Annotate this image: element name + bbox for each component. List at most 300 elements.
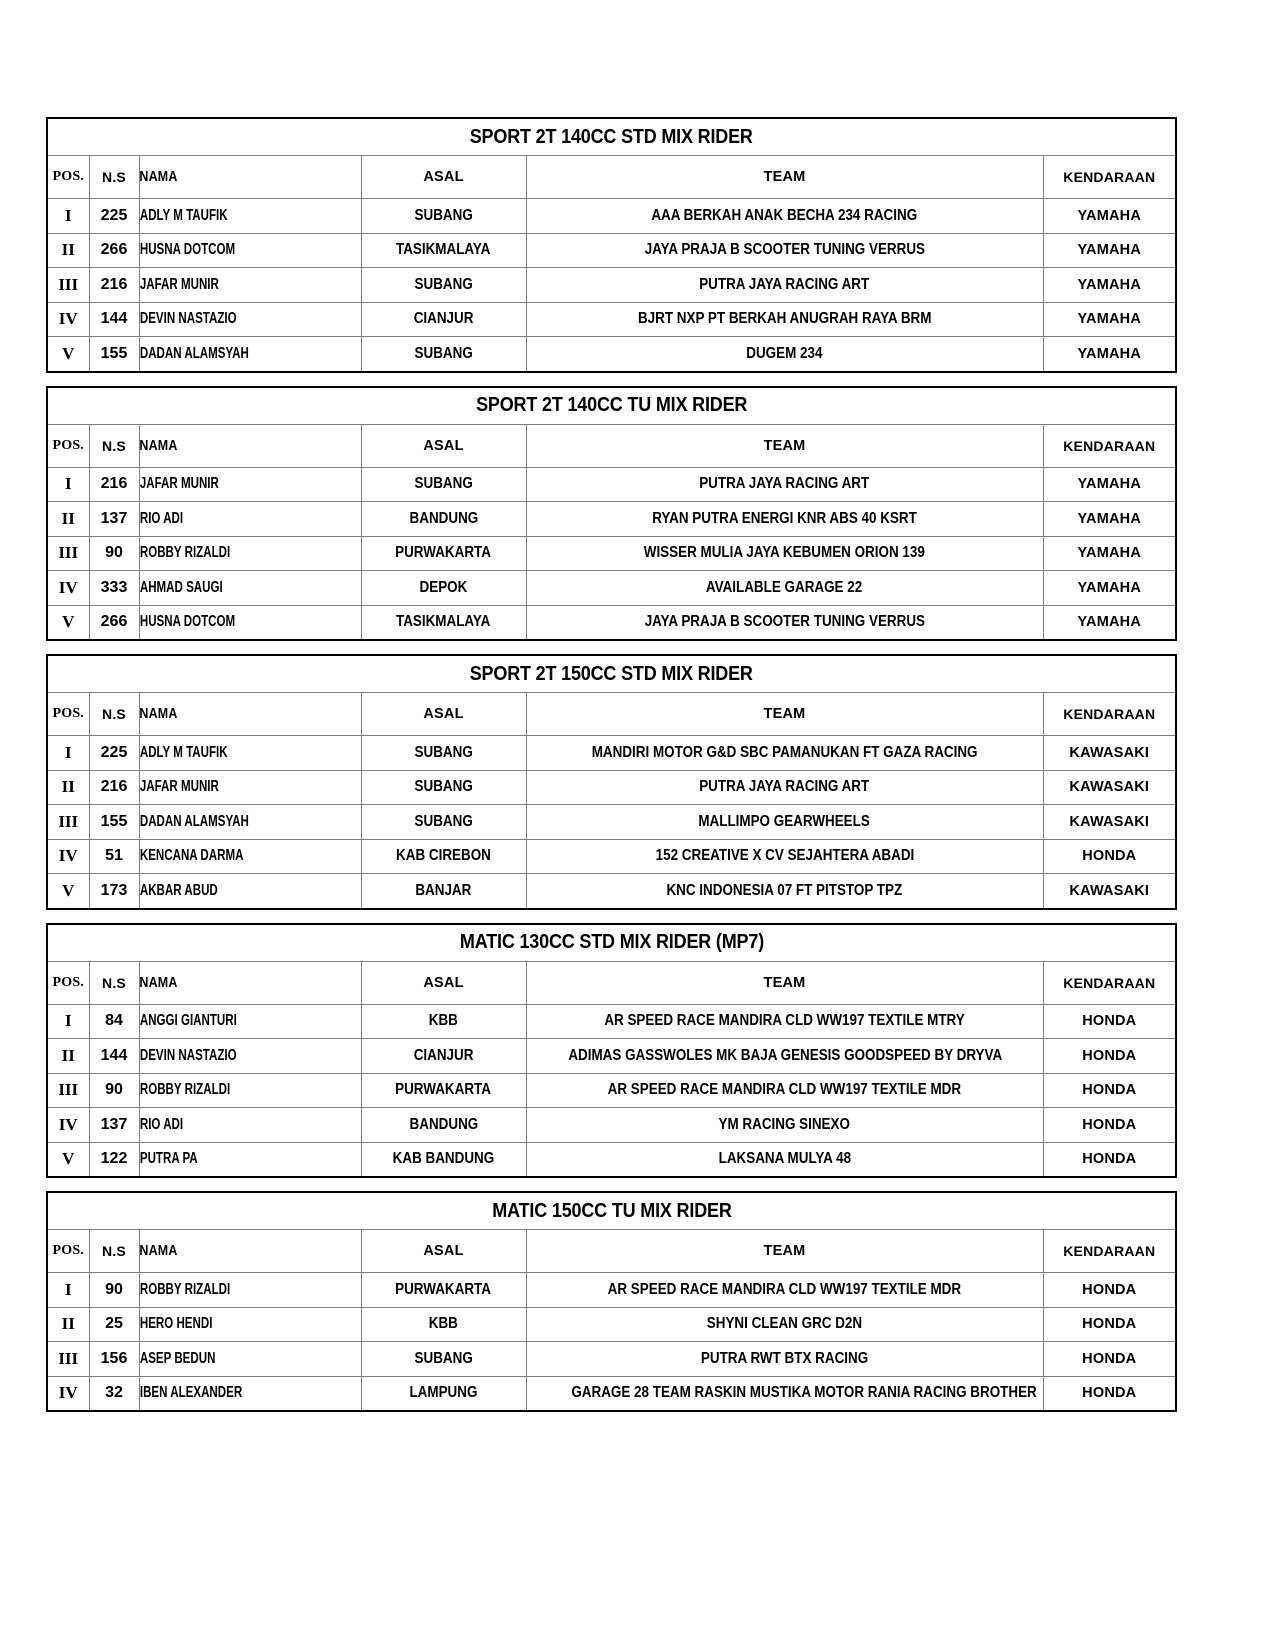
cell-ns: 90 bbox=[89, 1273, 139, 1308]
cell-asal-text: SUBANG bbox=[414, 344, 473, 362]
table-row bbox=[47, 1108, 1176, 1143]
cell-nama bbox=[139, 736, 330, 771]
cell-ns: 144 bbox=[89, 1039, 139, 1074]
cell-asal bbox=[361, 1073, 526, 1108]
cell-kendaraan: HONDA bbox=[1043, 1307, 1176, 1342]
table-row bbox=[47, 502, 1176, 537]
column-header-team: TEAM bbox=[526, 1230, 1043, 1273]
column-header-ns: N.S bbox=[89, 424, 139, 467]
cell-asal bbox=[361, 736, 526, 771]
cell-asal-text: KAB BANDUNG bbox=[392, 1150, 495, 1168]
cell-team-text: MANDIRI MOTOR G&D SBC PAMANUKAN FT GAZA RACING bbox=[591, 743, 978, 761]
cell-asal bbox=[361, 1307, 526, 1342]
column-header-kendaraan: KENDARAAN bbox=[1043, 156, 1176, 199]
section-title-text: SPORT 2T 140CC TU MIX RIDER bbox=[475, 394, 748, 416]
table-row bbox=[47, 233, 1176, 268]
cell-nama bbox=[139, 1376, 330, 1411]
result-section bbox=[46, 386, 1175, 642]
cell-team-text: PUTRA RWT BTX RACING bbox=[700, 1349, 869, 1367]
column-header-row bbox=[47, 961, 1176, 1004]
cell-team bbox=[526, 337, 1043, 372]
cell-kendaraan: YAMAHA bbox=[1043, 605, 1176, 640]
section-title-text: MATIC 150CC TU MIX RIDER bbox=[491, 1199, 732, 1222]
cell-nama bbox=[139, 1108, 330, 1143]
cell-pos: III bbox=[47, 805, 89, 840]
cell-kendaraan: HONDA bbox=[1043, 1376, 1176, 1411]
cell-team-text: PUTRA JAYA RACING ART bbox=[699, 475, 870, 493]
cell-team bbox=[526, 1142, 1043, 1177]
cell-nama bbox=[139, 1039, 330, 1074]
cell-ns: 216 bbox=[89, 268, 139, 303]
cell-asal-text: SUBANG bbox=[414, 206, 473, 224]
section-title-row bbox=[47, 1192, 1176, 1230]
cell-pos: II bbox=[47, 233, 89, 268]
results-table bbox=[46, 1191, 1177, 1412]
table-row bbox=[47, 1039, 1176, 1074]
cell-team-text: WISSER MULIA JAYA KEBUMEN ORION 139 bbox=[643, 544, 926, 562]
cell-team-text: AR SPEED RACE MANDIRA CLD WW197 TEXTILE MTRY bbox=[604, 1012, 965, 1030]
cell-kendaraan: HONDA bbox=[1043, 1142, 1176, 1177]
cell-team-text: SHYNI CLEAN GRC D2N bbox=[706, 1315, 863, 1333]
column-header-asal: ASAL bbox=[361, 1230, 526, 1273]
cell-ns: 225 bbox=[89, 736, 139, 771]
cell-kendaraan: HONDA bbox=[1043, 1039, 1176, 1074]
cell-asal-text: KAB CIREBON bbox=[396, 847, 491, 865]
cell-asal bbox=[361, 467, 526, 502]
table-row bbox=[47, 268, 1176, 303]
cell-nama bbox=[139, 302, 330, 337]
cell-team bbox=[526, 467, 1043, 502]
cell-team bbox=[526, 1376, 1043, 1411]
cell-pos: II bbox=[47, 770, 89, 805]
cell-team-text: MALLIMPO GEARWHEELS bbox=[698, 812, 871, 830]
cell-asal bbox=[361, 1039, 526, 1074]
cell-nama-text: DEVIN NASTAZIO bbox=[139, 1046, 237, 1064]
cell-asal bbox=[361, 770, 526, 805]
cell-asal bbox=[361, 1004, 526, 1039]
cell-pos: III bbox=[47, 1342, 89, 1377]
cell-nama-text: ADLY M TAUFIK bbox=[139, 743, 228, 761]
cell-ns: 51 bbox=[89, 839, 139, 874]
cell-ns: 225 bbox=[89, 199, 139, 234]
cell-team-text: ADIMAS GASSWOLES MK BAJA GENESIS GOODSPEED BY DRYVA bbox=[567, 1046, 1002, 1064]
table-row bbox=[47, 839, 1176, 874]
cell-ns: 216 bbox=[89, 467, 139, 502]
cell-asal bbox=[361, 839, 526, 874]
cell-asal-text: BANJAR bbox=[415, 881, 472, 899]
table-row bbox=[47, 1307, 1176, 1342]
cell-team bbox=[526, 1108, 1043, 1143]
cell-pos: I bbox=[47, 736, 89, 771]
cell-team-text: BJRT NXP PT BERKAH ANUGRAH RAYA BRM bbox=[637, 310, 932, 328]
cell-asal-text: SUBANG bbox=[414, 743, 473, 761]
cell-asal-text: DEPOK bbox=[419, 578, 468, 596]
column-header-ns: N.S bbox=[89, 693, 139, 736]
cell-ns: 137 bbox=[89, 1108, 139, 1143]
cell-team bbox=[526, 805, 1043, 840]
cell-nama bbox=[139, 1307, 330, 1342]
cell-kendaraan: HONDA bbox=[1043, 1342, 1176, 1377]
cell-kendaraan: HONDA bbox=[1043, 1108, 1176, 1143]
table-row bbox=[47, 1273, 1176, 1308]
cell-kendaraan: YAMAHA bbox=[1043, 233, 1176, 268]
result-section bbox=[46, 923, 1175, 1179]
cell-kendaraan: YAMAHA bbox=[1043, 337, 1176, 372]
column-header-asal: ASAL bbox=[361, 424, 526, 467]
section-title bbox=[47, 655, 1176, 693]
cell-kendaraan: YAMAHA bbox=[1043, 467, 1176, 502]
cell-nama bbox=[139, 233, 330, 268]
cell-asal bbox=[361, 536, 526, 571]
cell-team-text: DUGEM 234 bbox=[746, 344, 823, 362]
cell-ns: 156 bbox=[89, 1342, 139, 1377]
cell-ns: 216 bbox=[89, 770, 139, 805]
column-header-pos: POS. bbox=[47, 156, 89, 199]
cell-team-text: AR SPEED RACE MANDIRA CLD WW197 TEXTILE MDR bbox=[607, 1081, 962, 1099]
cell-nama-text: HERO HENDI bbox=[139, 1315, 212, 1333]
cell-team bbox=[526, 1342, 1043, 1377]
cell-asal bbox=[361, 268, 526, 303]
cell-nama-text: HUSNA DOTCOM bbox=[139, 241, 235, 259]
cell-asal-text: KBB bbox=[428, 1315, 459, 1333]
cell-kendaraan: YAMAHA bbox=[1043, 536, 1176, 571]
cell-ns: 144 bbox=[89, 302, 139, 337]
cell-ns: 333 bbox=[89, 571, 139, 606]
cell-nama bbox=[139, 502, 330, 537]
cell-nama bbox=[139, 1342, 330, 1377]
cell-ns: 84 bbox=[89, 1004, 139, 1039]
section-title bbox=[47, 1192, 1176, 1230]
cell-nama bbox=[139, 571, 330, 606]
table-row bbox=[47, 874, 1176, 909]
table-row bbox=[47, 199, 1176, 234]
cell-nama bbox=[139, 467, 330, 502]
results-table bbox=[46, 117, 1177, 373]
cell-kendaraan: HONDA bbox=[1043, 1073, 1176, 1108]
section-title-text: SPORT 2T 150CC STD MIX RIDER bbox=[470, 662, 754, 685]
column-header-asal: ASAL bbox=[361, 693, 526, 736]
cell-pos: IV bbox=[47, 302, 89, 337]
column-header-nama: NAMA bbox=[139, 693, 330, 736]
column-header-team: TEAM bbox=[526, 693, 1043, 736]
cell-pos: IV bbox=[47, 1376, 89, 1411]
cell-asal-text: LAMPUNG bbox=[409, 1384, 478, 1402]
section-title bbox=[47, 924, 1176, 962]
section-title-row bbox=[47, 387, 1176, 425]
cell-pos: II bbox=[47, 1307, 89, 1342]
cell-asal-text: KBB bbox=[428, 1012, 459, 1030]
cell-team bbox=[526, 1073, 1043, 1108]
cell-nama bbox=[139, 605, 330, 640]
cell-team-text: GARAGE 28 TEAM RASKIN MUSTIKA MOTOR RANIA RACING BROTHER bbox=[570, 1384, 1037, 1402]
table-row bbox=[47, 302, 1176, 337]
column-header-pos: POS. bbox=[47, 693, 89, 736]
cell-pos: I bbox=[47, 1273, 89, 1308]
cell-kendaraan: KAWASAKI bbox=[1043, 770, 1176, 805]
cell-team-text: JAYA PRAJA B SCOOTER TUNING VERRUS bbox=[644, 613, 925, 631]
table-row bbox=[47, 1142, 1176, 1177]
cell-asal-text: BANDUNG bbox=[409, 509, 478, 527]
column-header-kendaraan: KENDARAAN bbox=[1043, 693, 1176, 736]
cell-pos: V bbox=[47, 337, 89, 372]
cell-team-text: AR SPEED RACE MANDIRA CLD WW197 TEXTILE MDR bbox=[607, 1280, 962, 1298]
column-header-kendaraan: KENDARAAN bbox=[1043, 424, 1176, 467]
section-title bbox=[47, 118, 1176, 156]
column-header-pos: POS. bbox=[47, 1230, 89, 1273]
cell-kendaraan: KAWASAKI bbox=[1043, 874, 1176, 909]
cell-asal-text: PURWAKARTA bbox=[395, 1280, 492, 1298]
section-title-text: MATIC 130CC STD MIX RIDER (MP7) bbox=[459, 931, 764, 953]
section-title-text: SPORT 2T 140CC STD MIX RIDER bbox=[470, 125, 754, 148]
cell-ns: 155 bbox=[89, 805, 139, 840]
column-header-nama: NAMA bbox=[139, 1230, 330, 1273]
cell-kendaraan: YAMAHA bbox=[1043, 302, 1176, 337]
column-header-row bbox=[47, 1230, 1176, 1273]
cell-team bbox=[526, 571, 1043, 606]
cell-pos: IV bbox=[47, 571, 89, 606]
cell-team bbox=[526, 1273, 1043, 1308]
cell-nama-text: PUTRA PA bbox=[139, 1150, 198, 1168]
table-row bbox=[47, 605, 1176, 640]
cell-asal bbox=[361, 1108, 526, 1143]
cell-asal bbox=[361, 233, 526, 268]
cell-asal-text: CIANJUR bbox=[413, 1046, 474, 1064]
cell-team bbox=[526, 605, 1043, 640]
cell-team bbox=[526, 736, 1043, 771]
cell-ns: 266 bbox=[89, 605, 139, 640]
results-table bbox=[46, 386, 1177, 642]
cell-pos: I bbox=[47, 1004, 89, 1039]
cell-nama-text: RIO ADI bbox=[139, 509, 183, 527]
cell-team bbox=[526, 1039, 1043, 1074]
cell-ns: 32 bbox=[89, 1376, 139, 1411]
cell-ns: 266 bbox=[89, 233, 139, 268]
section-title-row bbox=[47, 655, 1176, 693]
cell-nama bbox=[139, 536, 330, 571]
cell-asal-text: SUBANG bbox=[414, 778, 473, 796]
cell-team bbox=[526, 874, 1043, 909]
cell-team-text: PUTRA JAYA RACING ART bbox=[699, 275, 870, 293]
cell-nama-text: DADAN ALAMSYAH bbox=[139, 812, 249, 830]
cell-pos: V bbox=[47, 1142, 89, 1177]
cell-asal-text: SUBANG bbox=[414, 1349, 473, 1367]
cell-asal bbox=[361, 302, 526, 337]
section-title-row bbox=[47, 118, 1176, 156]
cell-team-text: PUTRA JAYA RACING ART bbox=[699, 778, 870, 796]
cell-team-text: AAA BERKAH ANAK BECHA 234 RACING bbox=[651, 206, 918, 224]
cell-team-text: 152 CREATIVE X CV SEJAHTERA ABADI bbox=[655, 847, 914, 865]
cell-pos: V bbox=[47, 605, 89, 640]
cell-pos: IV bbox=[47, 1108, 89, 1143]
cell-kendaraan: HONDA bbox=[1043, 839, 1176, 874]
results-table bbox=[46, 923, 1177, 1179]
cell-ns: 90 bbox=[89, 1073, 139, 1108]
table-row bbox=[47, 1376, 1176, 1411]
cell-nama-text: ADLY M TAUFIK bbox=[139, 206, 228, 224]
column-header-pos: POS. bbox=[47, 961, 89, 1004]
cell-nama bbox=[139, 1004, 330, 1039]
result-section bbox=[46, 1191, 1175, 1412]
cell-nama-text: KENCANA DARMA bbox=[139, 847, 244, 865]
cell-ns: 155 bbox=[89, 337, 139, 372]
cell-nama-text: ROBBY RIZALDI bbox=[139, 1280, 230, 1298]
column-header-asal: ASAL bbox=[361, 961, 526, 1004]
cell-nama-text: RIO ADI bbox=[139, 1115, 183, 1133]
cell-kendaraan: HONDA bbox=[1043, 1273, 1176, 1308]
cell-asal bbox=[361, 1376, 526, 1411]
cell-nama-text: JAFAR MUNIR bbox=[139, 778, 219, 796]
table-row bbox=[47, 1073, 1176, 1108]
cell-pos: III bbox=[47, 1073, 89, 1108]
cell-nama bbox=[139, 839, 330, 874]
cell-asal bbox=[361, 1342, 526, 1377]
table-row bbox=[47, 337, 1176, 372]
table-row bbox=[47, 1342, 1176, 1377]
cell-asal bbox=[361, 199, 526, 234]
table-row bbox=[47, 805, 1176, 840]
table-row bbox=[47, 467, 1176, 502]
result-section bbox=[46, 654, 1175, 910]
cell-asal bbox=[361, 571, 526, 606]
results-sections bbox=[46, 117, 1175, 1412]
cell-team bbox=[526, 536, 1043, 571]
cell-team bbox=[526, 233, 1043, 268]
cell-nama bbox=[139, 1273, 330, 1308]
cell-team bbox=[526, 302, 1043, 337]
cell-team bbox=[526, 1004, 1043, 1039]
cell-team-text: YM RACING SINEXO bbox=[718, 1115, 851, 1133]
cell-asal bbox=[361, 502, 526, 537]
cell-nama bbox=[139, 770, 330, 805]
cell-nama-text: DEVIN NASTAZIO bbox=[139, 310, 237, 328]
column-header-pos: POS. bbox=[47, 424, 89, 467]
cell-pos: I bbox=[47, 467, 89, 502]
cell-ns: 90 bbox=[89, 536, 139, 571]
column-header-kendaraan: KENDARAAN bbox=[1043, 1230, 1176, 1273]
cell-nama bbox=[139, 268, 330, 303]
table-row bbox=[47, 571, 1176, 606]
cell-kendaraan: YAMAHA bbox=[1043, 268, 1176, 303]
column-header-kendaraan: KENDARAAN bbox=[1043, 961, 1176, 1004]
cell-pos: II bbox=[47, 502, 89, 537]
results-table bbox=[46, 654, 1177, 910]
table-row bbox=[47, 736, 1176, 771]
cell-ns: 25 bbox=[89, 1307, 139, 1342]
column-header-row bbox=[47, 424, 1176, 467]
cell-team bbox=[526, 770, 1043, 805]
result-section bbox=[46, 117, 1175, 373]
cell-team-text: JAYA PRAJA B SCOOTER TUNING VERRUS bbox=[644, 241, 925, 259]
column-header-ns: N.S bbox=[89, 961, 139, 1004]
cell-nama-text: ANGGI GIANTURI bbox=[139, 1012, 237, 1030]
column-header-row bbox=[47, 693, 1176, 736]
cell-team bbox=[526, 839, 1043, 874]
cell-asal bbox=[361, 805, 526, 840]
cell-asal-text: SUBANG bbox=[414, 275, 473, 293]
cell-nama bbox=[139, 805, 330, 840]
cell-pos: II bbox=[47, 1039, 89, 1074]
table-row bbox=[47, 1004, 1176, 1039]
cell-team bbox=[526, 1307, 1043, 1342]
cell-nama-text: JAFAR MUNIR bbox=[139, 275, 219, 293]
cell-kendaraan: HONDA bbox=[1043, 1004, 1176, 1039]
cell-asal bbox=[361, 337, 526, 372]
cell-asal-text: CIANJUR bbox=[413, 310, 474, 328]
cell-asal-text: TASIKMALAYA bbox=[396, 241, 491, 259]
column-header-nama: NAMA bbox=[139, 424, 330, 467]
cell-pos: V bbox=[47, 874, 89, 909]
cell-nama bbox=[139, 1142, 330, 1177]
section-title-row bbox=[47, 924, 1176, 962]
cell-team-text: AVAILABLE GARAGE 22 bbox=[706, 578, 863, 596]
table-row bbox=[47, 770, 1176, 805]
cell-pos: III bbox=[47, 268, 89, 303]
cell-asal-text: PURWAKARTA bbox=[395, 1081, 492, 1099]
cell-kendaraan: YAMAHA bbox=[1043, 571, 1176, 606]
cell-team-text: LAKSANA MULYA 48 bbox=[718, 1150, 851, 1168]
cell-asal bbox=[361, 605, 526, 640]
section-title bbox=[47, 387, 1176, 425]
cell-nama-text: ROBBY RIZALDI bbox=[139, 544, 230, 562]
column-header-team: TEAM bbox=[526, 424, 1043, 467]
cell-team-text: KNC INDONESIA 07 FT PITSTOP TPZ bbox=[666, 881, 903, 899]
column-header-nama: NAMA bbox=[139, 961, 330, 1004]
column-header-row bbox=[47, 156, 1176, 199]
cell-nama-text: JAFAR MUNIR bbox=[139, 475, 219, 493]
cell-nama-text: AHMAD SAUGI bbox=[139, 578, 223, 596]
cell-asal bbox=[361, 874, 526, 909]
cell-pos: I bbox=[47, 199, 89, 234]
cell-nama-text: ASEP BEDUN bbox=[139, 1349, 216, 1367]
cell-team bbox=[526, 502, 1043, 537]
cell-ns: 137 bbox=[89, 502, 139, 537]
cell-nama bbox=[139, 199, 330, 234]
column-header-team: TEAM bbox=[526, 156, 1043, 199]
cell-asal bbox=[361, 1142, 526, 1177]
cell-nama-text: HUSNA DOTCOM bbox=[139, 613, 235, 631]
cell-asal-text: SUBANG bbox=[414, 812, 473, 830]
cell-pos: III bbox=[47, 536, 89, 571]
cell-team-text: RYAN PUTRA ENERGI KNR ABS 40 KSRT bbox=[652, 509, 917, 527]
cell-nama bbox=[139, 874, 330, 909]
cell-nama-text: IBEN ALEXANDER bbox=[139, 1384, 242, 1402]
cell-nama bbox=[139, 1073, 330, 1108]
column-header-nama: NAMA bbox=[139, 156, 330, 199]
cell-nama-text: AKBAR ABUD bbox=[139, 881, 218, 899]
column-header-ns: N.S bbox=[89, 1230, 139, 1273]
cell-asal-text: PURWAKARTA bbox=[395, 544, 492, 562]
cell-ns: 173 bbox=[89, 874, 139, 909]
cell-pos: IV bbox=[47, 839, 89, 874]
cell-asal bbox=[361, 1273, 526, 1308]
cell-ns: 122 bbox=[89, 1142, 139, 1177]
cell-kendaraan: YAMAHA bbox=[1043, 199, 1176, 234]
column-header-team: TEAM bbox=[526, 961, 1043, 1004]
cell-asal-text: SUBANG bbox=[414, 475, 473, 493]
cell-asal-text: TASIKMALAYA bbox=[396, 613, 491, 631]
cell-kendaraan: KAWASAKI bbox=[1043, 736, 1176, 771]
cell-kendaraan: YAMAHA bbox=[1043, 502, 1176, 537]
table-row bbox=[47, 536, 1176, 571]
cell-nama-text: ROBBY RIZALDI bbox=[139, 1081, 230, 1099]
column-header-asal: ASAL bbox=[361, 156, 526, 199]
cell-team bbox=[526, 199, 1043, 234]
cell-nama-text: DADAN ALAMSYAH bbox=[139, 344, 249, 362]
cell-kendaraan: KAWASAKI bbox=[1043, 805, 1176, 840]
cell-asal-text: BANDUNG bbox=[409, 1115, 478, 1133]
cell-nama bbox=[139, 337, 330, 372]
cell-team bbox=[526, 268, 1043, 303]
